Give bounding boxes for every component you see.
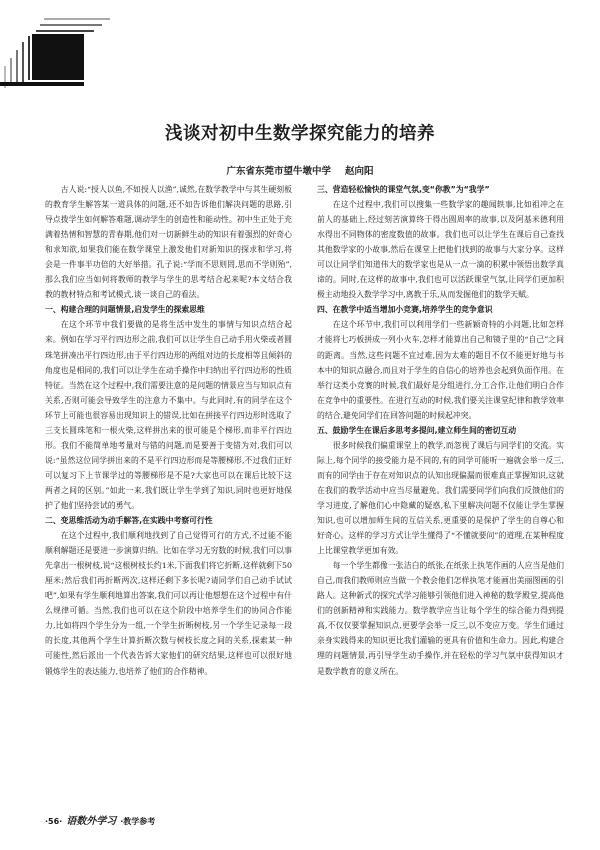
section-1-paragraph: 在这个环节中我们要做的是将生活中发生的事情与知识点结合起来。例如在学习平行四边形之前,我们可以让学生自己动手用火柴或者圆珠笔拼凑出平行四边形,由于平行四边形的两组对边的长度相等且倾斜的角度也是相同的,我们可以让学生在动手操作中归纳出平行四边形的性质特征。当然在这个过程中,我们需要注意的是问题的情景应当与知识点有关系,否则可能会导致学生的注意力不集中。与此同时,有的同学在这个环节上可能也很容易出现知识上的错误,比如在拼接平行四边形时选取了三支长圆珠笔和一根火柴,这样拼出来的很可能是个梯形,而非平行四边形。我们不能简单地考量对与错的问题,而是要善于变错为对,我们可以说:“虽然这位同学拼出来的不是平行四边形而是等腰梯形,不过我们正好可以复习下上节课学过的等腰梯形是不是?大家也可以在课后比较下这两者之间的区别。”如此一来,我们既让学生学到了知识,同时也更好地保护了他们坚持尝试的勇气。 <box>45 320 292 510</box>
page-number: ·56· <box>45 817 63 826</box>
author-name: 赵向阳 <box>345 166 374 177</box>
page-footer <box>45 812 155 827</box>
section-5-paragraph-1: 很多时候我们偏重课堂上的教学,而忽视了课后与同学们的交流。实际上,每个同学的接受能力是不同的,有的同学可能听一遍就会举一反三,而有的同学由于存在对知识点的认知出现偏漏而很难真正掌握知识,这就在我们的教学活动中应当尽量避免。我们需要同学们向我们反馈他们的学习进度,了解他们心中隐藏的疑惑,私下里解决问题不仅能让学生掌握知识,也可以增加师生间的互信关系,更重要的是保护了学生的自尊心和好奇心。这样的学习方式让学生懂得了“不懂就要问”的道理,在某种程度上比课堂教学更加有效。 <box>317 440 564 556</box>
section-3-paragraph: 在这个过程中,我们可以搜集一些数学家的趣闻轶事,比如祖冲之在前人的基础上,经过刻苦演算终于得出圆周率的故事,以及阿基米德利用水得出不同物体的密度数值的故事。我们也可以让学生在课后自己查找其他数学家的小故事,然后在课堂上把他们找到的故事与大家分享。这样可以让同学们知道伟大的数学家也是从一点一滴的积累中领悟出数学真谛的。同时,在这样的故事中,我们也可以活跃课堂气氛,让同学们更加积极主动地投入数学学习中,离教于乐,从而发掘他们的数学天赋。 <box>317 200 564 300</box>
journal-name: 语数外学习 <box>66 816 117 827</box>
section-2-paragraph: 在这个过程中,我们顺利地找到了自己觉得可行的方式,不过能不能顺利解题还是要进一步演算归纳。比如在学习无穷数的时候,我们可以事先拿出一根树枝,说“这根树枝长约1米,下面我们将它折断,这样就剩下50厘米;然后我们再折断两次,这样还剩下多长呢?请同学们自己动手试试吧”,如果有学生顺利地算出答案,我们可以再让他想想在这个过程中有什么规律可循。当然,我们也可以在这个阶段中培养学生们的协同合作能力,比如将四个学生分为一组,一个学生折断树枝,另一个学生记录每一段的长度,其他两个学生计算折断次数与树枝长度之间的关系,探索某一种可能性,然后派出一个代表告诉大家他们的研究结果,这样也可以很好地锻炼学生的表达能力,也培养了他们的合作精神。 <box>45 531 292 676</box>
author-line <box>0 163 600 177</box>
section-heading-4: 四、在教学中适当增加小竞赛,培养学生的竞争意识 <box>317 305 493 315</box>
section-heading-3: 三、营造轻松愉快的课堂气氛,变“你教”为“我学” <box>317 185 490 194</box>
author-affiliation: 广东省东莞市望牛墩中学 <box>226 166 331 177</box>
journal-section: ·教学参考 <box>120 817 156 826</box>
left-column <box>45 182 292 679</box>
article-title: 浅谈对初中生数学探究能力的培养 <box>165 124 435 144</box>
section-4-paragraph: 在这个环节中,我们可以利用学们一些新颖奇特的小问题,比如怎样才能将七巧板拼成一列小火车,怎样才能算出自己和镜子里的“自己”之间的距离。当然,这些问题不宜过难,因为太难的题目不仅不能更好地与书本中的知识点融合,而且对于学生的自信心的培养也会起到负面作用。在举行这类小竞赛的时候,我们最好是分组进行,分工合作,让他们明白合作在竞争中的重要性。在进行互动的时候,我们要关注课堂纪律和教学效率的结合,避免同学们在回答问题的时候起冲突。 <box>317 320 564 420</box>
intro-paragraph: 古人说:“授人以鱼,不如授人以渔”,诚然,在数学教学中与其生硬刻板的教育学生解答某一道具体的问题,还不如告诉他们解决问题的思路,引导点拨学生如何解答难题,调动学生的创造性和能动性。初中生正处于充满着热情和智慧的青春期,他们对一切新鲜生动的知识有着强烈的好奇心和求知欲,如果我们能在数学课堂上激发他们对新知识的探求和学习,将会是一件事半功倍的大好举措。孔子说:“学而不思则罔,思而不学则殆”,那么我们应当如何将教师的教学与学生的思考结合起来呢?本文结合我教的教材特点和考试模式,谈一谈自己的看法。 <box>45 185 292 300</box>
section-5-paragraph-2: 每一个学生都像一张洁白的纸张,在纸张上执笔作画的人应当是他们自己,而我们教师则应当做一个教会他们怎样执笔才能画出美丽图画的引路人。这种新式的探究式学习能够引领他们进入神秘的数学殿堂,提高他们的创新精神和实践能力。数学教学应当让每个学生的综合能力得到提高,不仅仅要掌握知识点,更要学会举一反三,以不变应万变。学生们通过亲身实践得来的知识更比我们灌输的更具有价值和生命力。因此,构建合理的问题情景,再引导学生动手操作,并在轻松的学习气氛中获得知识才是数学教育的意义所在。 <box>317 561 564 676</box>
section-heading-2: 二、变思维活动为动手解答,在实践中考察可行性 <box>45 516 213 526</box>
section-heading-5: 五、鼓励学生在课后多思考多提问,建立师生间的密切互动 <box>317 425 517 435</box>
right-column <box>317 182 564 679</box>
section-heading-1: 一、构建合理的问题情景,启发学生的探索思维 <box>45 305 205 315</box>
corner-decoration <box>0 0 118 92</box>
